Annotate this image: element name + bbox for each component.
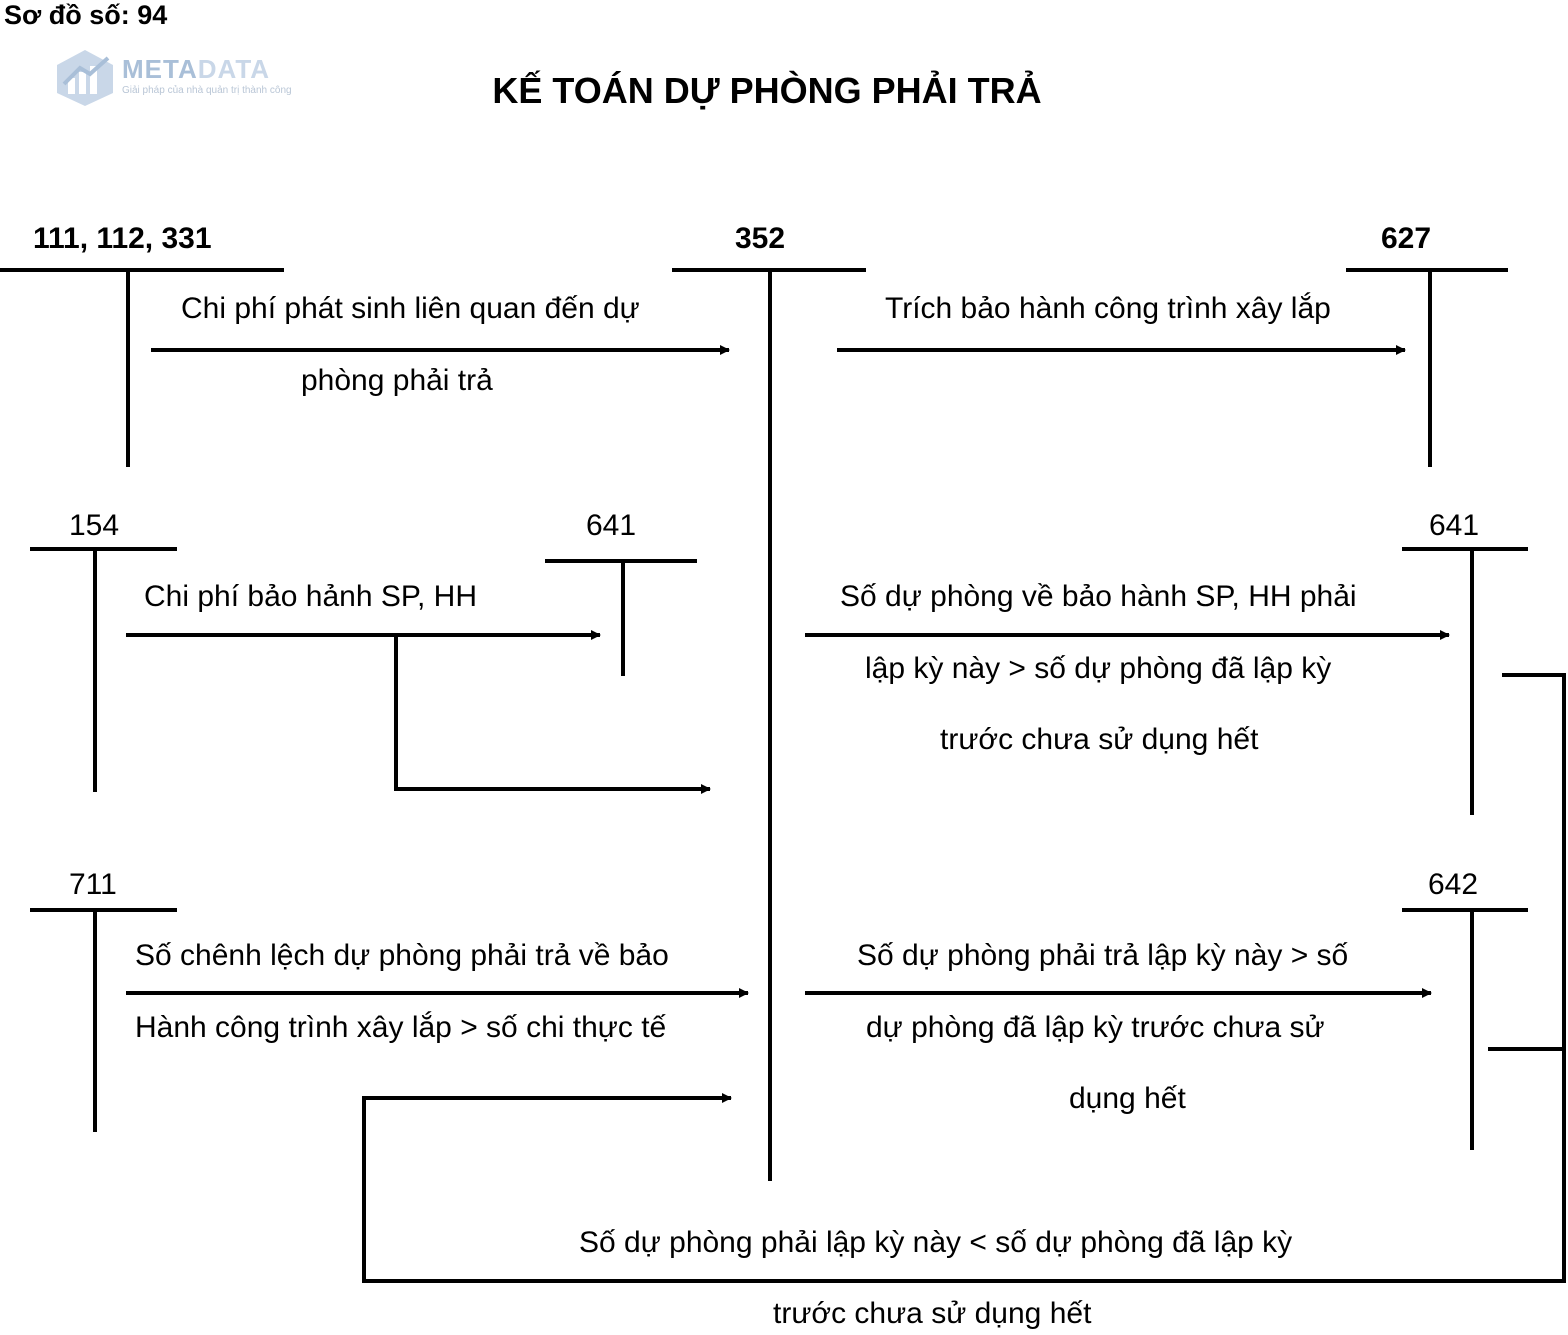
warranty-cost-label: Chi phí bảo hảnh SP, HH [144, 580, 478, 613]
logo-name-part2: DATA [197, 54, 271, 84]
logo-name-part1: META [122, 54, 198, 84]
account-642-label: 642 [1428, 868, 1479, 901]
provision-641-label-line1: Số dự phòng về bảo hành SP, HH phải [840, 580, 1357, 613]
logo-tagline: Giải pháp của nhà quản trị thành công [122, 85, 292, 96]
account-111-112-331-label: 111, 112, 331 [33, 222, 212, 255]
difference-711-label-line2: Hành công trình xây lắp > số chi thực tế [135, 1011, 667, 1044]
reversal-label-line2: trước chưa sử dụng hết [773, 1297, 1092, 1330]
cost-incurred-label-line1: Chi phí phát sinh liên quan đến dự [181, 292, 640, 325]
cost-incurred-label-line2: phòng phải trả [301, 364, 493, 397]
provision-642-label-line1: Số dự phòng phải trả lập kỳ này > số [857, 939, 1349, 972]
page-title-text: KẾ TOÁN DỰ PHÒNG PHẢI TRẢ [492, 70, 1042, 111]
warranty-construction-label: Trích bảo hành công trình xây lắp [885, 292, 1331, 325]
account-352-label: 352 [735, 222, 786, 255]
reversal-loop-from-641 [364, 675, 1564, 1281]
diagram-number: Sơ đồ số: 94 [4, 0, 168, 30]
difference-711-label-line1: Số chênh lệch dự phòng phải trả về bảo [135, 939, 669, 972]
account-641-right-label: 641 [1429, 509, 1480, 542]
provision-641-label-line3: trước chưa sử dụng hết [940, 723, 1259, 756]
account-641-mid-label: 641 [586, 509, 637, 542]
reversal-label-line1: Số dự phòng phải lập kỳ này < số dự phòng đã lập kỳ [579, 1226, 1293, 1259]
account-627-label: 627 [1381, 222, 1432, 255]
account-154-label: 154 [69, 509, 120, 542]
provision-642-label-line2: dự phòng đã lập kỳ trước chưa sử [866, 1011, 1325, 1044]
provision-642-label-line3: dụng hết [1069, 1082, 1186, 1115]
arrow-154-branch-to-352 [396, 635, 710, 789]
account-711-label: 711 [69, 868, 117, 901]
provision-641-label-line2: lập kỳ này > số dự phòng đã lập kỳ [865, 652, 1332, 685]
